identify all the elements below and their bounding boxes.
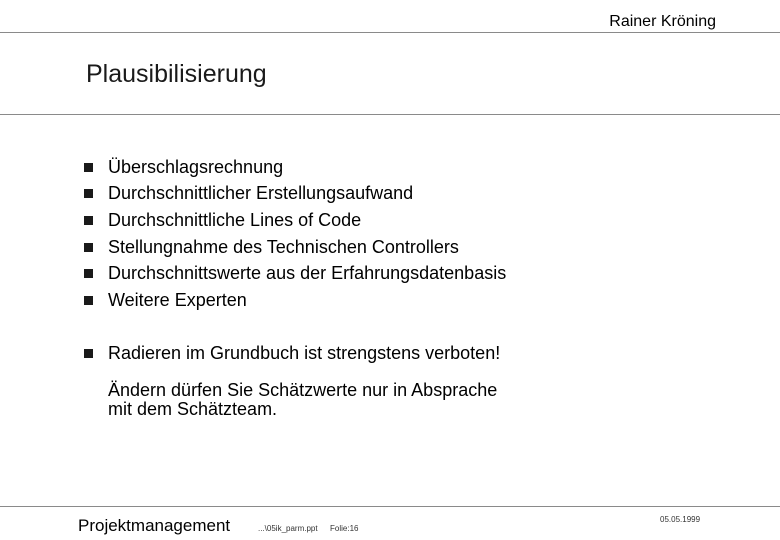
- list-item-text: Stellungnahme des Technischen Controllers: [108, 236, 459, 257]
- square-bullet-icon: [84, 296, 93, 305]
- list-item: [84, 287, 506, 314]
- list-item: [84, 260, 506, 287]
- square-bullet-icon: [84, 216, 93, 225]
- header-rule: [0, 32, 780, 33]
- list-item-text: Durchschnittswerte aus der Erfahrungsdatenbasis: [108, 263, 507, 284]
- list-item-text: Durchschnittlicher Erstellungsaufwand: [108, 183, 414, 204]
- list-item-text: Durchschnittliche Lines of Code: [108, 209, 362, 230]
- note-bullet-text: Radieren im Grundbuch ist strengstens verboten!: [108, 342, 501, 363]
- list-item: [84, 207, 506, 234]
- list-item-text: Überschlagsrechnung: [108, 156, 284, 177]
- title-rule: [0, 114, 780, 115]
- square-bullet-icon: [84, 163, 93, 172]
- square-bullet-icon: [84, 269, 93, 278]
- list-item: [84, 234, 506, 261]
- footer-course: Projektmanagement: [78, 516, 231, 535]
- square-bullet-icon: [84, 243, 93, 252]
- note-line-2: mit dem Schätzteam.: [108, 399, 278, 419]
- slide-title: Plausibilisierung: [86, 60, 267, 88]
- note-paragraph: [108, 381, 497, 419]
- footer-file: ...\05ik_parm.ppt: [258, 524, 318, 533]
- square-bullet-icon: [84, 189, 93, 198]
- footer-date: 05.05.1999: [660, 515, 701, 524]
- list-item-text: Weitere Experten: [108, 289, 247, 310]
- footer-slide-number: Folie:16: [330, 524, 359, 533]
- author-name: Rainer Kröning: [609, 13, 716, 30]
- note-line-1: Ändern dürfen Sie Schätzwerte nur in Absprache: [108, 380, 498, 400]
- footer-rule: [0, 506, 780, 507]
- list-item: [84, 181, 506, 208]
- square-bullet-icon: [84, 349, 93, 358]
- list-item: [84, 154, 506, 181]
- bullet-list: [84, 154, 506, 314]
- note-bullet: [84, 340, 500, 366]
